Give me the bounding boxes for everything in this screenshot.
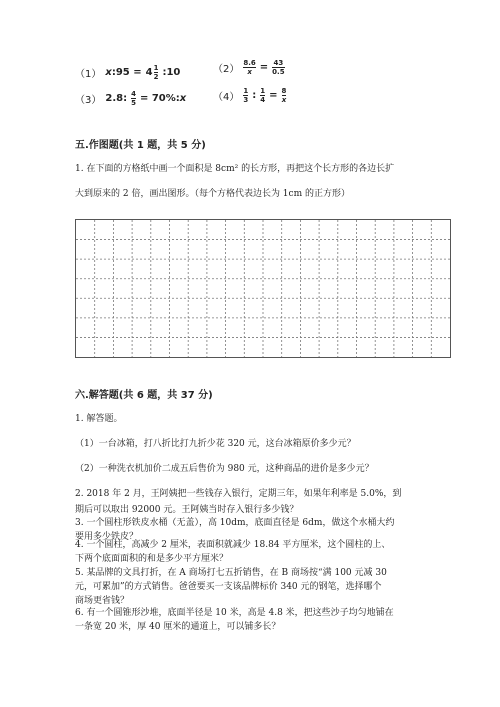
- section-6-question-4-line-2: 下两个底面面积的和是多少平方厘米？: [75, 554, 229, 564]
- grid-paper: [75, 219, 451, 358]
- section-5-question-1-line-2: 大到原来的 2 倍，画出图形。（每个方格代表边长为 1cm 的正方形）: [75, 189, 350, 199]
- section-6-question-6-line-1: 6. 有一个圆锥形沙堆，底面半径是 10 米，高是 4.8 米，把这些沙子均匀地铺在: [75, 608, 394, 618]
- equation-3-rhs: = 70%:x: [139, 93, 187, 104]
- section-6-question-4-line-1: 4. 一个圆柱，高减少 2 厘米，表面积就减少 18.84 平方厘米，这个圆柱的上、: [75, 540, 391, 550]
- equation-1-mixed-number: 4 $\frac{1}{2}$: [145, 64, 159, 81]
- equation-2-fraction-left: $\frac{8.6}{x}$: [243, 59, 256, 76]
- section-6-question-2-line-1: 2. 2018 年 2 月，王阿姨把一些钱存入银行，定期三年，如果年利率是 5.0%，到: [75, 489, 402, 499]
- equation-1-label: （1）: [75, 69, 102, 80]
- equation-1-rhs: :10: [162, 67, 181, 78]
- section-5-question-1-line-1: 1. 在下面的方格纸中画一个面积是 8cm² 的长方形，再把这个长方形的各边长扩: [75, 164, 395, 174]
- equation-2: （2） $\frac{8.6}{x}$ = $\frac{43}{0.5}$: [213, 59, 285, 76]
- equation-1-lhs: x:95 =: [105, 67, 142, 78]
- section-6-question-5-line-2: 元，可累加”的方式销售。爸爸要买一支该品牌标价 340 元的钢笔，选择哪个: [75, 582, 382, 592]
- equation-1: [75, 64, 180, 81]
- equation-2-fraction-right: $\frac{43}{0.5}$: [272, 59, 285, 76]
- section-6-question-6-line-2: 一条宽 20 米，厚 40 厘米的通道上，可以铺多长？: [75, 622, 281, 632]
- equation-3: （3） 2.8: $\frac{4}{5}$ = 70%:x: [75, 90, 187, 107]
- section-6-question-3-line-2: 要用多少铁皮？: [75, 532, 139, 542]
- equation-2-label: （2）: [213, 64, 240, 75]
- section-6-question-1-part-1: （1）一台冰箱，打八折比打九折少花 320 元，这台冰箱原价多少元？: [75, 439, 356, 449]
- section-6-question-2-line-2: 期后可以取出 92000 元。王阿姨当时存入银行多少钱？: [75, 505, 299, 515]
- section-6-question-5-line-1: 5. 某品牌的文具打折，在 A 商场打七五折销售，在 B 商场按“满 100 元减 30: [75, 568, 387, 578]
- section-6-heading: 六.解答题(共 6 题，共 37 分): [75, 390, 213, 401]
- equation-4: （4） $\frac{1}{3}$ : $\frac{1}{4}$ = $\frac{8}{x}$: [213, 87, 287, 104]
- section-6-question-1-part-2: （2）一种洗衣机加价二成五后售价为 980 元，这种商品的进价是多少元？: [75, 464, 374, 474]
- equation-3-fraction: $\frac{4}{5}$: [131, 90, 136, 107]
- section-5-heading: 五.作图题(共 1 题，共 5 分): [75, 140, 206, 151]
- section-6-question-3-line-1: 3. 一个圆柱形铁皮水桶（无盖），高 10dm，底面直径是 6dm，做这个水桶大约: [75, 518, 395, 528]
- grid-lines: [76, 220, 450, 357]
- equation-3-label: （3）: [75, 95, 102, 106]
- equation-4-label: （4）: [213, 92, 240, 103]
- section-6-question-5-line-3: 商场更省钱？: [75, 596, 130, 606]
- section-6-question-1: 1. 解答题。: [75, 414, 123, 424]
